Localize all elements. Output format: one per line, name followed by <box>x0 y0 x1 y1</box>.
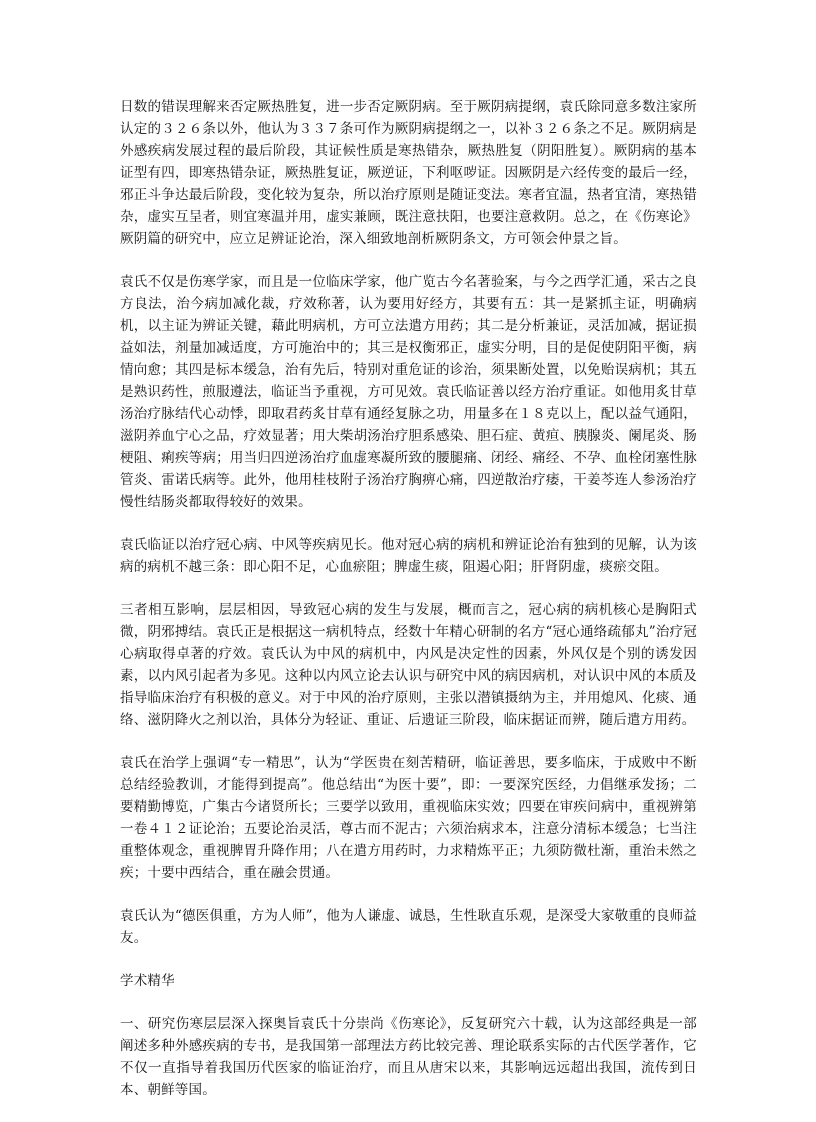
paragraph-virtue: 袁氏认为“德医俱重，方为人师”，他为人谦虚、诚恳，生性耿直乐观，是深受大家敬重的良师益友。 <box>120 908 697 946</box>
paragraph-ten-essentials: 袁氏在治学上强调“专一精思”，认为“学医贵在刻苦精研，临证善思，要多临床，于成败中不断总结经验教训，才能得到提高”。他总结出“为医十要”，即：一要深究医经，力倡继承发扬；二要精勤博览，广集古今诸贤所长；三要学以致用，重视临床实效；四要在审疾问病中，重视辨第一卷４１２证论治；五要论治灵活，尊古而不泥古；六须治病求本，注意分清标本缓急；七当注重整体观念，重视脾胃升降作用；八在遣方用药时，力求精炼平正；九须防微杜渐，重治未然之疾；十要中西结合，重在融会贯通。 <box>120 755 697 881</box>
paragraph-clinical-practice: 袁氏不仅是伤寒学家，而且是一位临床学家，他广览古今名著验案，与今之西学汇通，采古之良方良法，治今病加减化裁，疗效称著，认为要用好经方，其要有五：其一是紧抓主证，明确病机，以主证为辨证关键，藉此明病机，方可立法遣方用药；其二是分析兼证，灵活加减，据证损益如法，剂量加减适度，方可施治中的；其三是权衡邪正，虚实分明，目的是促使阴阳平衡，病情向愈；其四是标本缓急，治有先后，特别对重危证的诊治，须果断处置，以免贻误病机；其五是熟识药性，煎服遵法，临证当予重视，方可见效。袁氏临证善以经方治疗重证。如他用炙甘草汤治疗脉结代心动悸，即取君药炙甘草有通经复脉之功，用量多在１８克以上，配以益气通阳，滋阴养血宁心之品，疗效显著；用大柴胡汤治疗胆系感染、胆石症、黄疸、胰腺炎、阑尾炎、肠梗阻、痢疾等病；用当归四逆汤治疗血虚寒凝所致的腰腿痛、闭经、痛经、不孕、血栓闭塞性脉管炎、雷诺氏病等。此外，他用桂枝附子汤治疗胸痹心痛，四逆散治疗痿，干姜芩连人参汤治疗慢性结肠炎都取得较好的效果。 <box>120 274 697 510</box>
section-heading: 学术精华 <box>120 973 175 989</box>
document-body <box>120 96 697 1122</box>
paragraph-jueyin: 日数的错误理解来否定厥热胜复，进一步否定厥阴病。至于厥阴病提纲，袁氏除同意多数注家所认定的３２６条以外，他认为３３７条可作为厥阴病提纲之一，以补３２６条之不足。厥阴病是外感疾病发展过程的最后阶段，其证候性质是寒热错杂，厥热胜复（阴阳胜复）。厥阴病的基本证型有四，即寒热错杂证，厥热胜复证，厥逆证，下利呕哕证。因厥阴是六经传变的最后一经，邪正斗争达最后阶段，变化较为复杂，所以治疗原则是随证变法。寒者宜温，热者宜清，寒热错杂，虚实互呈者，则宜寒温并用，虚实兼顾，既注意扶阳，也要注意救阴。总之，在《伤寒论》厥阴篇的研究中，应立足辨证论治，深入细致地剖析厥阴条文，方可领会仲景之旨。 <box>120 99 697 247</box>
paragraph-stroke-pathogenesis: 三者相互影响，层层相因，导致冠心病的发生与发展，概而言之，冠心病的病机核心是胸阳式微，阴邪搏结。袁氏正是根据这一病机特点，经数十年精心研制的名方“冠心通络疏郁丸”治疗冠心病取得卓著的疗效。袁氏认为中风的病机中，内风是决定性的因素，外风仅是个别的诱发因素，以内风引起者为多见。这种以内风立论去认识与研究中风的病因病机，对认识中风的本质及指导临床治疗有积极的意义。对于中风的治疗原则，主张以潜镇摄纳为主，并用熄风、化痰、通络、滋阴降火之剂以治，具体分为轻证、重证、后遗证三阶段，临床据证而辨，随后遣方用药。 <box>120 602 697 728</box>
paragraph-coronary-disease: 袁氏临证以治疗冠心病、中风等疾病见长。他对冠心病的病机和辨证论治有独到的见解，认为该病的病机不越三条：即心阳不足，心血瘀阻；脾虚生痰，阻遏心阳；肝肾阴虚，痰瘀交阻。 <box>120 537 697 575</box>
paragraph-shanghan-research: 一、研究伤寒层层深入探奥旨袁氏十分崇尚《伤寒论》，反复研究六十载，认为这部经典是一部阐述多种外感疾病的专书，是我国第一部理法方药比较完善、理论联系实际的古代医学著作，它不仅一直指导着我国历代医家的临证治疗，而且从唐宋以来，其影响远远超出我国，流传到日本、朝鲜等国。 <box>120 1016 697 1098</box>
